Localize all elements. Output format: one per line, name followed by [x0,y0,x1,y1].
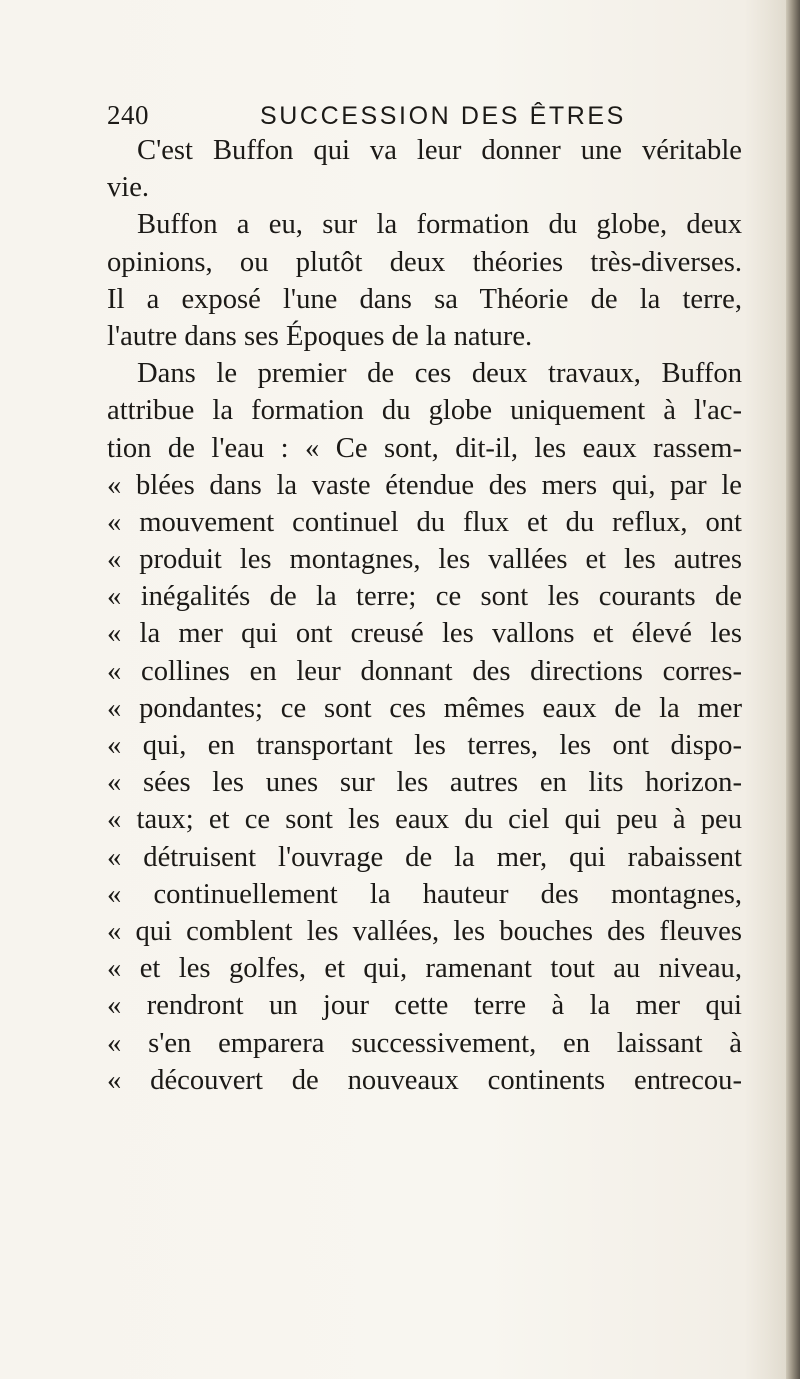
text-line: « qui, en transportant les terres, les ont dispo- [107,730,742,761]
text-line: « mouvement continuel du flux et du reflux, ont [107,506,742,538]
text-line: « rendront un jour cette terre à la mer qui [107,990,742,1022]
text-line: « s'en emparera successivement, en laissant à [107,1027,742,1059]
text-line: « pondantes; ce sont ces mêmes eaux de la mer [107,692,742,724]
text-line: « collines en leur donnant des directions corres- [107,655,742,687]
text-line: tion de l'eau : « Ce sont, dit-il, les eaux rassem- [107,432,742,464]
text-line: C'est Buffon qui va leur donner une véritable [137,135,742,166]
text-line: l'autre dans ses Époques de la nature. [107,320,533,352]
text-line: « blées dans la vaste étendue des mers qui, par le [107,469,742,501]
text-line: « détruisent l'ouvrage de la mer, qui rabaissent [107,841,742,873]
text-line: « taux; et ce sont les eaux du ciel qui peu à peu [107,804,742,836]
page-binding-edge [786,0,800,1379]
running-title: SUCCESSION DES ÊTRES [260,102,626,130]
text-line: « la mer qui ont creusé les vallons et élevé les [107,618,742,650]
text-line: attribue la formation du globe uniquement à l'ac- [107,395,742,427]
text-line: « continuellement la hauteur des montagnes, [107,878,742,910]
body-text [107,132,742,1099]
text-line: opinions, ou plutôt deux théories très-diverses. [107,246,742,278]
text-line: « et les golfes, et qui, ramenant tout au niveau, [107,953,742,985]
text-line: « découvert de nouveaux continents entrecou- [107,1064,742,1096]
text-line: « produit les montagnes, les vallées et les autres [107,544,742,576]
text-line: vie. [107,172,150,204]
text-line: « inégalités de la terre; ce sont les courants de [107,581,742,613]
text-line: Dans le premier de ces deux travaux, Buffon [137,358,742,390]
text-line: « qui comblent les vallées, les bouches des fleuves [107,915,742,947]
text-line: Il a exposé l'une dans sa Théorie de la terre, [107,283,742,315]
page-number: 240 [107,100,149,130]
text-line: Buffon a eu, sur la formation du globe, deux [137,209,742,241]
text-line: « sées les unes sur les autres en lits horizon- [107,767,742,799]
